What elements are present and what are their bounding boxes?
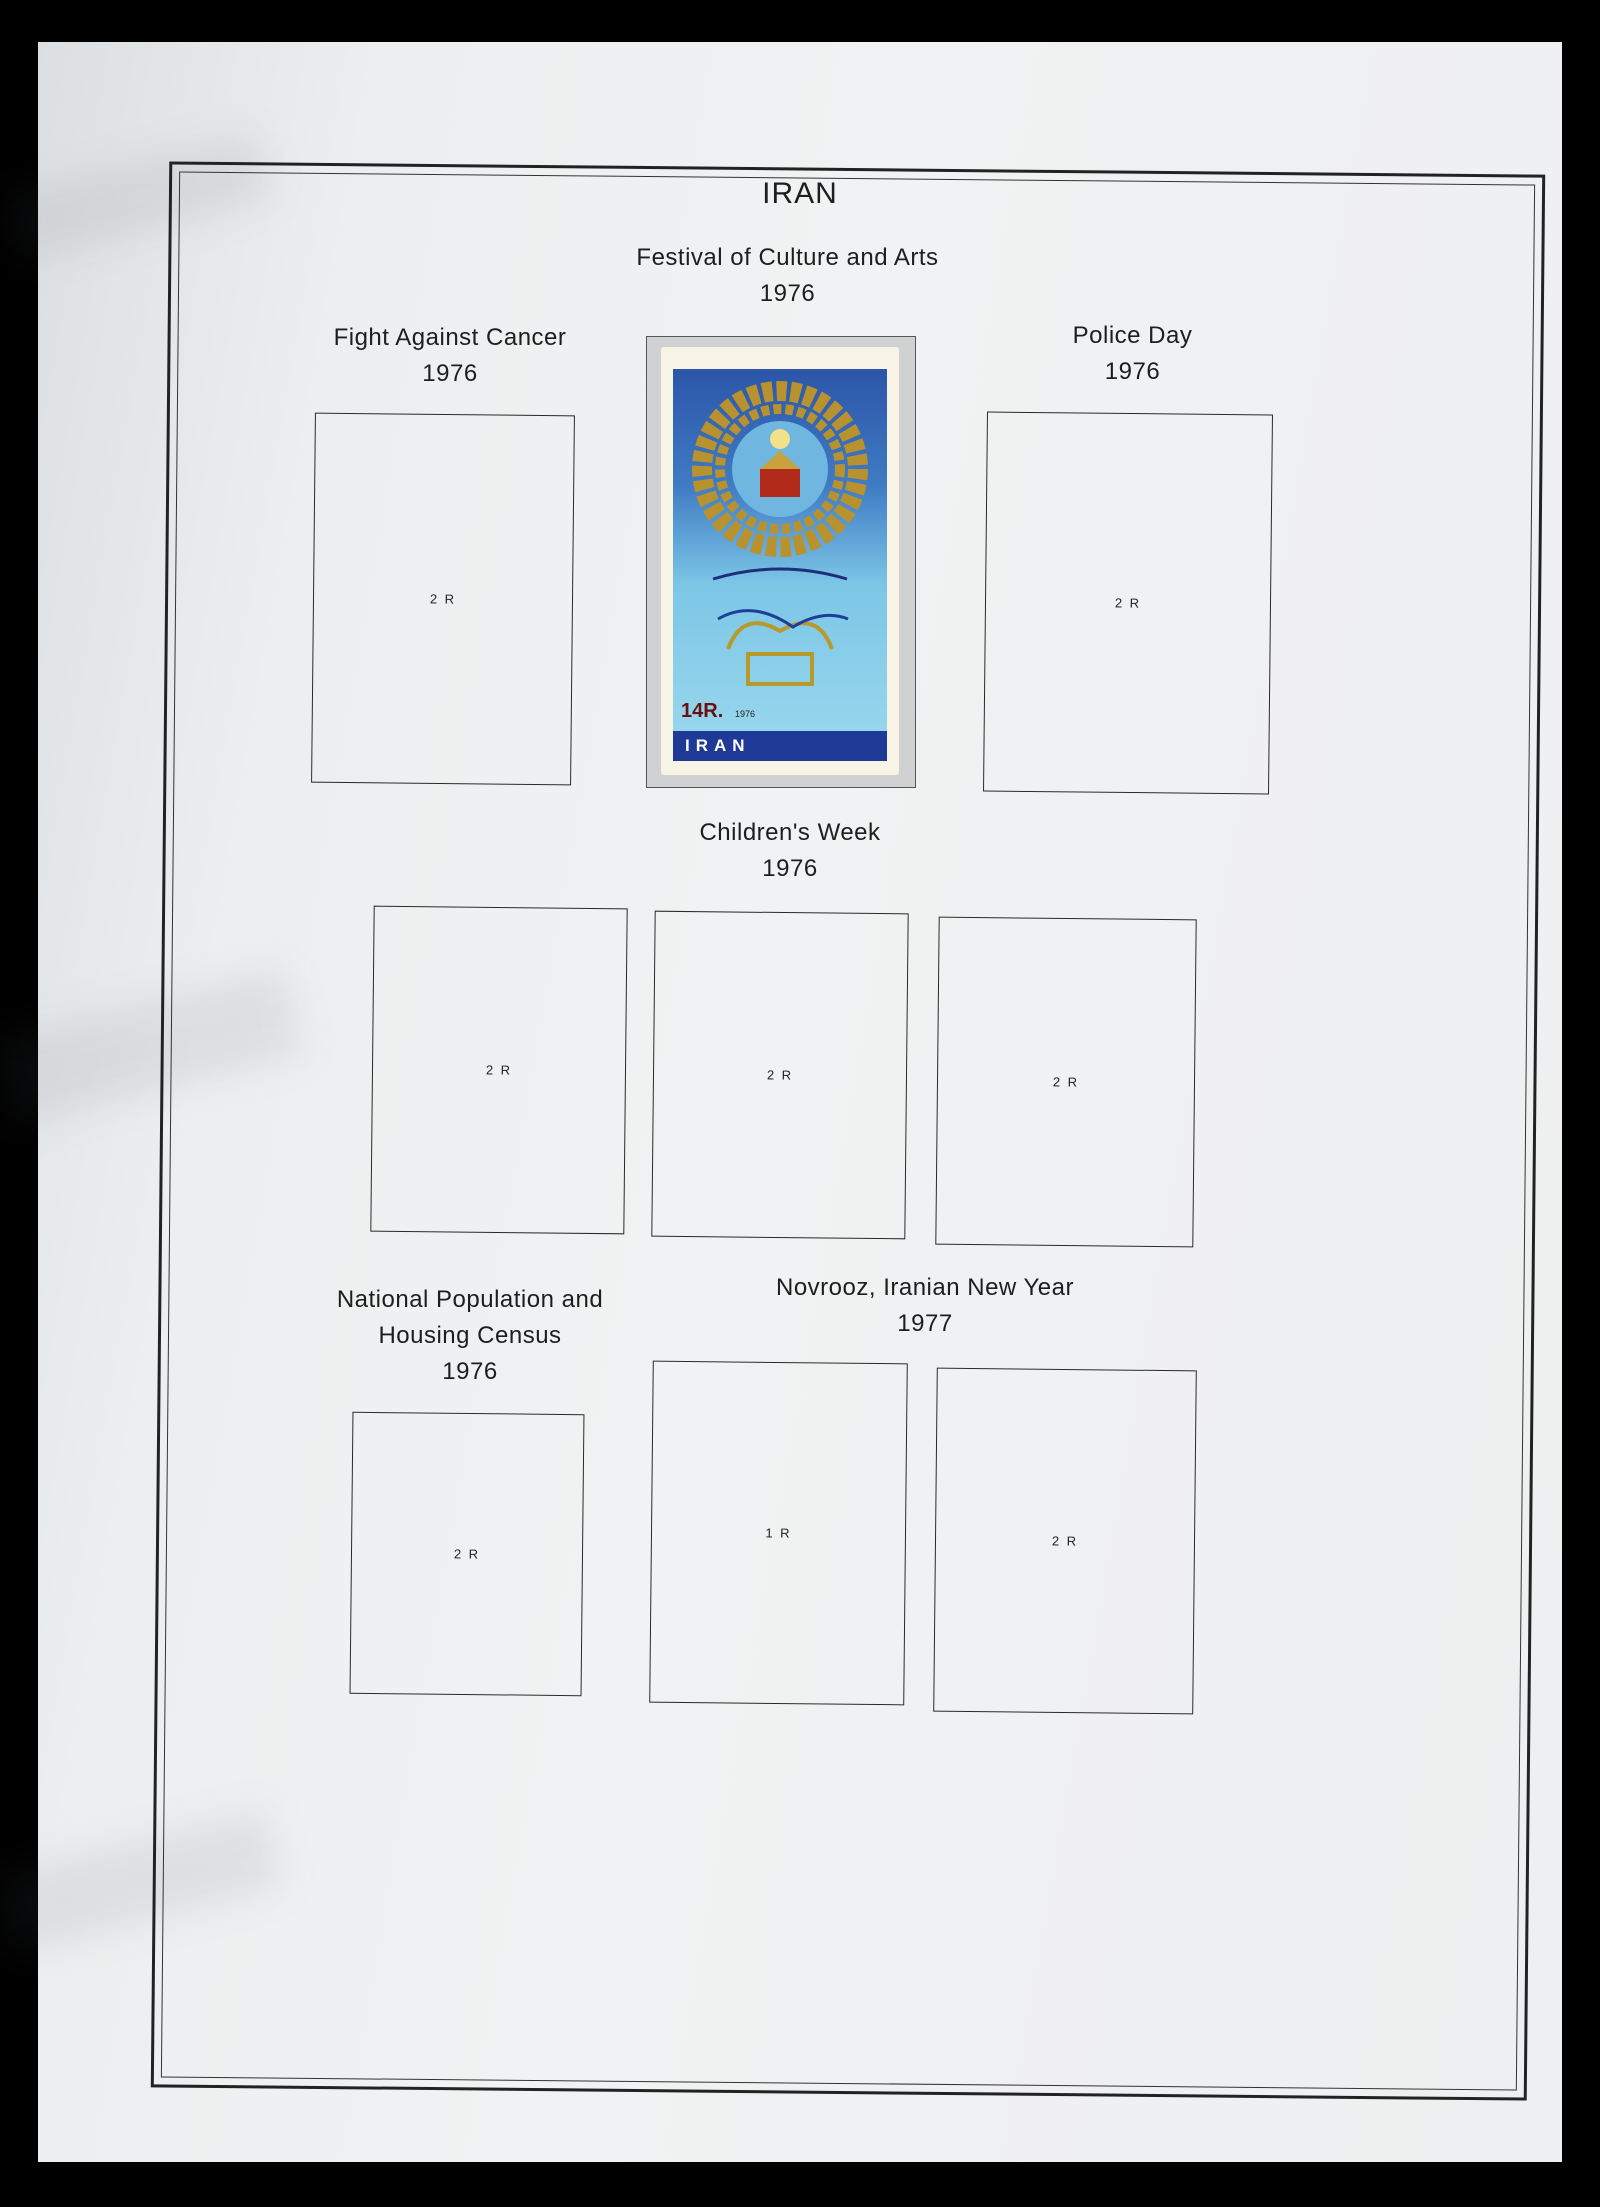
stamp-denomination: 14R.	[681, 700, 724, 722]
cancer-year: 1976	[422, 360, 478, 387]
stamp-design	[673, 369, 887, 761]
stamp-space-children-3	[935, 917, 1196, 1248]
stamp-space-census	[350, 1412, 585, 1696]
stamp-band	[673, 731, 887, 761]
stamp-space-novrooz-2	[933, 1368, 1197, 1715]
stamp-space-police	[983, 412, 1273, 795]
children-title: Children's Week	[699, 819, 881, 846]
stamp-value-label: 2 R	[453, 1546, 481, 1562]
police-title: Police Day	[1072, 322, 1193, 349]
cancer-title: Fight Against Cancer	[333, 324, 567, 351]
stamp-value-label: 2 R	[1051, 1533, 1079, 1549]
stamp-value-label: 2 R	[1114, 595, 1142, 611]
census-title-line2: Housing Census	[378, 1322, 562, 1349]
children-year: 1976	[762, 855, 818, 882]
stamp-space-cancer	[311, 413, 575, 786]
stamp-festival	[661, 347, 899, 775]
stamp-value-label: 2 R	[1052, 1074, 1080, 1090]
stamp-year: 1976	[735, 709, 756, 719]
stamp-mount	[646, 336, 916, 788]
stamp-country: IRAN	[685, 736, 751, 755]
festival-title: Festival of Culture and Arts	[636, 244, 939, 271]
stamp-space-children-2	[651, 911, 908, 1240]
police-year: 1976	[1104, 358, 1161, 385]
stamp-value-label: 2 R	[429, 591, 457, 607]
page-title	[700, 176, 900, 212]
police-heading	[1000, 318, 1265, 390]
country-name: IRAN	[762, 177, 838, 210]
census-heading	[310, 1282, 630, 1390]
stamp-space-children-1	[370, 906, 627, 1235]
festival-year: 1976	[759, 280, 816, 307]
census-title-line1: National Population and	[336, 1286, 604, 1313]
stamp-value-label: 2 R	[766, 1067, 794, 1083]
novrooz-title: Novrooz, Iranian New Year	[776, 1274, 1074, 1301]
festival-heading	[560, 240, 1015, 312]
stamp-space-novrooz-1	[649, 1361, 908, 1706]
stamp-value-label: 1 R	[765, 1525, 792, 1541]
novrooz-heading	[740, 1270, 1110, 1342]
children-heading	[640, 815, 940, 887]
cancer-heading	[300, 320, 600, 392]
stamp-value-label: 2 R	[485, 1062, 513, 1078]
novrooz-year: 1977	[897, 1310, 953, 1337]
census-year: 1976	[442, 1358, 498, 1385]
